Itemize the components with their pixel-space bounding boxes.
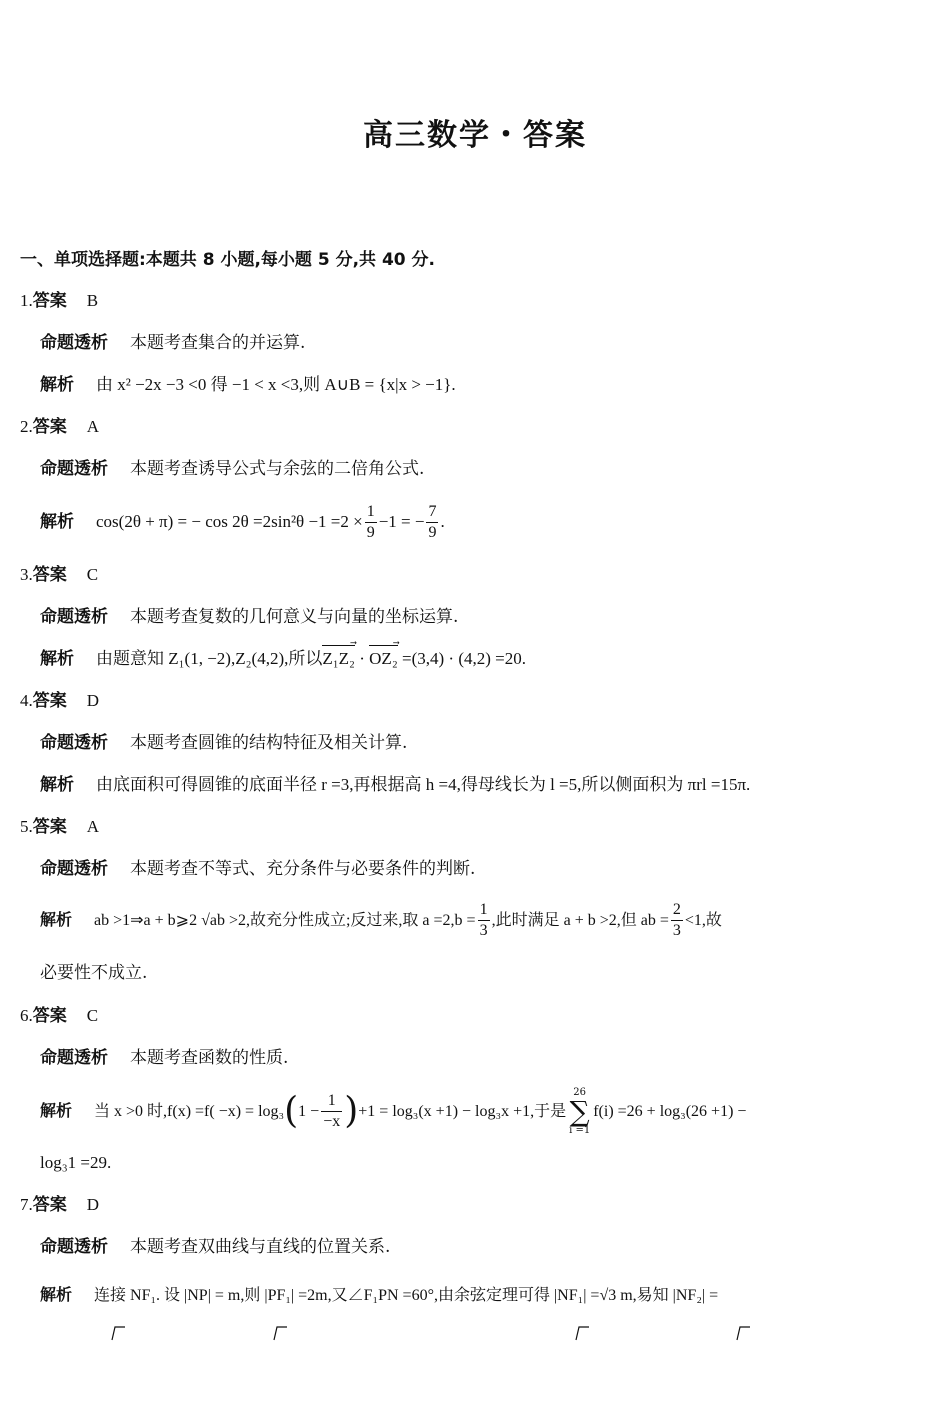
analysis-text: 由 x² −2x −3 <0 得 −1 < x <3,则 A∪B = {x|x > −1}. <box>96 375 456 394</box>
fraction <box>671 900 683 941</box>
answer-value: A <box>86 417 100 436</box>
analysis-text-c: <1,故 <box>684 912 722 929</box>
denominator: 3 <box>479 922 488 939</box>
analysis-label: 解析 <box>40 1285 73 1304</box>
analysis-text-a: 当 x >0 时,f(x) =f( −x) = log₃ <box>94 1103 285 1120</box>
sum-lower: i =1 <box>569 1124 591 1136</box>
question-number: 7. <box>20 1195 33 1214</box>
denominator: −x <box>323 1113 341 1130</box>
analysis-text-a: 由题意知 Z₁(1, −2),Z₂(4,2),所以 <box>96 649 323 668</box>
answer-value: D <box>86 1195 100 1214</box>
intent-label: 命题透析 <box>40 1048 108 1068</box>
answer-value: C <box>86 1006 99 1025</box>
question-number: 5. <box>20 817 33 836</box>
vector-oz2: OZ₂ ⃗ <box>369 644 398 674</box>
analysis-label: 解析 <box>40 775 74 795</box>
question-6-answer <box>20 1001 950 1031</box>
intent-label: 命题透析 <box>40 459 108 479</box>
answer-value: C <box>86 565 99 584</box>
intent-text: 本题考查集合的并运算. <box>130 333 306 353</box>
answer-label: 答案 <box>32 1006 67 1026</box>
answer-label: 答案 <box>32 565 67 585</box>
question-number: 6. <box>20 1006 33 1025</box>
question-5-analysis <box>40 898 950 943</box>
question-5-analysis-continued: 必要性不成立. <box>40 963 148 983</box>
vector-z1z2: Z₁Z₂ ⃗ <box>322 644 355 674</box>
page-title: 高三数学・答案 <box>363 118 587 153</box>
question-number: 4. <box>20 691 33 710</box>
question-2-answer <box>20 412 950 442</box>
fraction <box>426 502 438 543</box>
numerator: 1 <box>478 900 490 921</box>
radical-fragment-icon <box>110 1325 126 1341</box>
analysis-text: 连接 NF₁. 设 |NP| = m,则 |PF₁| =2m,又∠F₁PN =60°,由余弦定理可得 |NF₁| =√3 m,易知 |NF₂| = <box>94 1287 719 1304</box>
question-3-analysis <box>40 644 950 674</box>
numerator: 2 <box>671 900 683 921</box>
question-4-intent <box>40 728 950 758</box>
question-1-intent <box>40 328 950 358</box>
question-6-intent <box>40 1043 950 1073</box>
answer-value: A <box>86 817 100 836</box>
intent-label: 命题透析 <box>40 733 108 753</box>
sum-upper: 26 <box>573 1086 587 1098</box>
answer-label: 答案 <box>32 1195 67 1215</box>
question-1-analysis <box>40 370 950 400</box>
numerator: 1 <box>321 1091 342 1112</box>
inner-text: 1 − <box>298 1103 320 1120</box>
analysis-text-b: =(3,4) · (4,2) =20. <box>397 649 526 668</box>
radical-fragment-icon <box>735 1325 751 1341</box>
analysis-text-c: . <box>440 512 445 531</box>
question-7-analysis <box>40 1280 950 1311</box>
question-6-analysis-continued <box>40 1148 950 1178</box>
analysis-text-b: +1 = log₃(x +1) − log₃x +1,于是 <box>358 1103 567 1120</box>
analysis-text-b: −1 = − <box>378 512 425 531</box>
analysis-text: 由底面积可得圆锥的底面半径 r =3,再根据高 h =4,得母线长为 l =5,所以侧面积为 πrl =15π. <box>96 775 751 794</box>
answer-value: B <box>86 291 99 310</box>
section-heading: 一、单项选择题:本题共 8 小题,每小题 5 分,共 40 分. <box>20 250 435 270</box>
radical-fragment-icon <box>272 1325 288 1341</box>
analysis-label: 解析 <box>40 649 74 669</box>
analysis-label: 解析 <box>40 1101 73 1120</box>
sum-sigma: ∑ <box>569 1094 590 1128</box>
analysis-cont-text: log₃1 =29. <box>40 1153 112 1172</box>
analysis-label: 解析 <box>40 910 73 929</box>
dot-operator: · <box>354 649 370 668</box>
analysis-text-a: ab >1⇒a + b⩾2 √ab >2,故充分性成立;反过来,取 a =2,b = <box>94 912 476 929</box>
question-2-intent <box>40 454 950 484</box>
analysis-text-c: f(i) =26 + log₃(26 +1) − <box>593 1103 747 1120</box>
numerator: 1 <box>365 502 377 523</box>
question-7-intent <box>40 1232 950 1262</box>
cut-off-formula-fragments <box>0 1325 950 1355</box>
question-7-answer <box>20 1190 950 1220</box>
question-4-analysis <box>40 770 950 800</box>
intent-text: 本题考查诱导公式与余弦的二倍角公式. <box>130 459 425 479</box>
intent-text: 本题考查双曲线与直线的位置关系. <box>130 1237 391 1257</box>
question-number: 3. <box>20 565 33 584</box>
intent-label: 命题透析 <box>40 1237 108 1257</box>
denominator: 9 <box>428 524 437 541</box>
denominator: 9 <box>366 524 375 541</box>
question-4-answer <box>20 686 950 716</box>
analysis-label: 解析 <box>40 375 74 395</box>
answer-label: 答案 <box>32 817 67 837</box>
summation <box>569 1088 590 1136</box>
answer-value: D <box>86 691 100 710</box>
question-2-analysis <box>40 500 950 544</box>
question-number: 1. <box>20 291 33 310</box>
question-5-answer <box>20 812 950 842</box>
question-number: 2. <box>20 417 33 436</box>
paren-right: ) <box>344 1090 359 1132</box>
numerator: 7 <box>426 502 438 523</box>
intent-text: 本题考查函数的性质. <box>130 1048 289 1068</box>
answer-label: 答案 <box>32 291 67 311</box>
intent-label: 命题透析 <box>40 333 108 353</box>
answer-label: 答案 <box>32 691 67 711</box>
intent-text: 本题考查复数的几何意义与向量的坐标运算. <box>130 607 459 627</box>
analysis-text-b: ,此时满足 a + b >2,但 ab = <box>491 912 669 929</box>
intent-text: 本题考查圆锥的结构特征及相关计算. <box>130 733 408 753</box>
paren-left: ( <box>284 1090 299 1132</box>
answer-label: 答案 <box>32 417 67 437</box>
denominator: 3 <box>672 922 681 939</box>
intent-label: 命题透析 <box>40 607 108 627</box>
fraction <box>365 502 377 543</box>
question-6-analysis <box>40 1086 950 1137</box>
question-5-intent <box>40 854 950 884</box>
analysis-text-a: cos(2θ + π) = − cos 2θ =2sin²θ −1 =2 × <box>96 512 363 531</box>
question-3-intent <box>40 602 950 632</box>
radical-fragment-icon <box>574 1325 590 1341</box>
fraction <box>321 1091 342 1132</box>
analysis-label: 解析 <box>40 512 74 532</box>
intent-text: 本题考查不等式、充分条件与必要条件的判断. <box>130 859 476 879</box>
question-3-answer <box>20 560 950 590</box>
question-1-answer <box>20 286 950 316</box>
fraction <box>478 900 490 941</box>
intent-label: 命题透析 <box>40 859 108 879</box>
